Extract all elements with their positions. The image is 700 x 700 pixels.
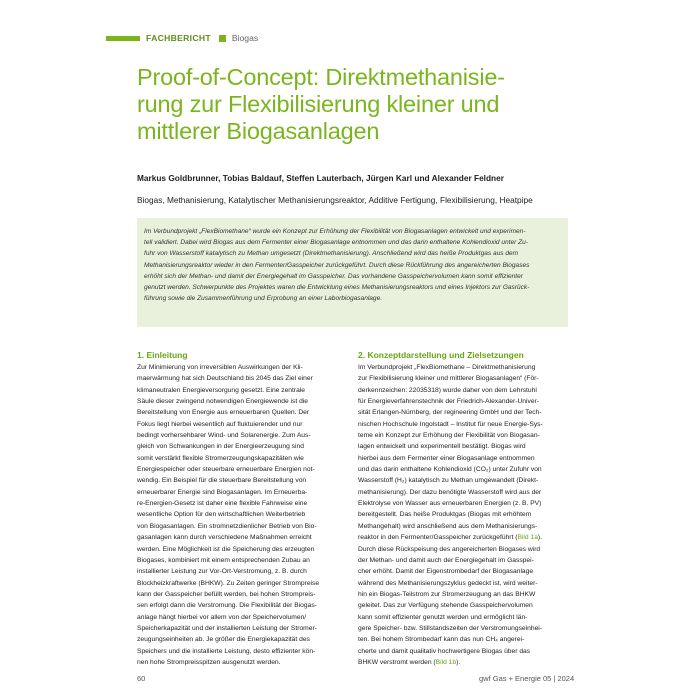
body-line (358, 623, 568, 634)
body-line: maerwärmung hat sich Deutschland bis 2045 das Ziel einer (137, 375, 313, 383)
body-line: Blockheizkraftwerke (BHKW). Zu Zeiten geringer Strompreise (137, 579, 320, 587)
body-line: wendig. Ein Beispiel für die steuerbare Bereitstellung von (137, 477, 307, 485)
body-text: kann somit effizienter genutzt werden und ermöglicht län- (358, 613, 528, 621)
title-line: rung zur Flexibilisierung kleiner und (137, 91, 500, 117)
body-line (358, 657, 568, 668)
body-text: sität Erlangen-Nürnberg, der regineering GmbH und der Tech- (358, 409, 542, 417)
body-line: installierter Leistung zur Vor-Ort-Verstromung, z. B. durch (137, 568, 307, 576)
body-text: Elektrolyse von Wasser aus erneuerbaren Energien (z. B. PV) (358, 500, 542, 508)
body-text: während des Methanisierungszyklus gedeckt ist, wird weiter- (358, 579, 538, 587)
abstract-line: fuhr von Wasserstoff katalytisch zu Methan umgesetzt (Direktmethanisierung). Anschließend wird das heiße Produktgas aus dem (144, 250, 519, 258)
body-line: Energiespeicher oder steuerbare erneuerbare Energien not- (137, 466, 315, 474)
article-title (137, 64, 577, 145)
column-right (358, 349, 568, 668)
body-line (358, 441, 568, 452)
header-accent-line (106, 36, 140, 41)
abstract-line: führung sowie die Zusammenführung und Erprobung an einer Laborbiogasanlage. (144, 295, 383, 303)
body-line (358, 464, 568, 475)
body-line (358, 521, 568, 532)
body-line: kann der Gasspeicher befüllt werden, bei hohen Strompreis- (137, 590, 316, 598)
body-text: Im Verbundprojekt „FlexBiomethane – Direktmethanisierung (358, 364, 536, 371)
body-text: hin ein Biogas-Teilstrom zur Stromerzeugung an das BHKW (358, 590, 536, 598)
body-line: zeugungseinheiten ab. Je größer die Energiekapazität des (137, 636, 310, 644)
body-text: cherte und damit qualitativ hochwertigere Biogas über das (358, 647, 531, 655)
body-line (358, 373, 568, 384)
body-line: klimaneutralen Energieversorgung gesetzt. Eine zentrale (137, 386, 306, 394)
body-text: reaktor in den Fermenter/Gasspeicher zurückgeführt ( (358, 534, 518, 542)
body-text: BHKW verstromt werden ( (358, 658, 436, 666)
body-text: geleitet. Das zur Verfügung stehende Gasspeichervolumen (358, 602, 533, 610)
body-line: Zur Minimierung von irreversiblen Auswirkungen der Kli- (137, 364, 303, 371)
body-line: werden. Eine Möglichkeit ist die Speicherung des erzeugten (137, 545, 315, 553)
abstract-line: erhöht sich der Methan- und damit der Energiegehalt im Gasspeicher. Das vorhandene Gasspeichervolumen kann somit effizienter (144, 272, 523, 280)
column-left (137, 349, 347, 668)
abstract-line: Im Verbundprojekt „FlexBiomethane“ wurde ein Konzept zur Erhöhung der Flexibilität von Biogasanlagen entwickelt und experimen- (144, 228, 526, 235)
body-line (358, 362, 568, 373)
body-line (358, 430, 568, 441)
figure-reference-link[interactable]: Bild 1b (435, 658, 457, 666)
body-text: hierbei aus dem Fermenter einer Biogasanlage entnommen (358, 454, 535, 462)
abstract-line: Methanisierungsreaktor wieder in den Fermenter/Gasspeicher zurückgeführt. Durch diese Rückführung des angereicherten Biogases (144, 261, 530, 269)
body-text: zur Flexibilisierung kleiner und mittlerer Biogasanlagen“ (För- (358, 375, 539, 383)
section-heading-concept: 2. Konzeptdarstellung und Zielsetzungen (358, 350, 524, 360)
section-heading-introduction: 1. Einleitung (137, 350, 188, 360)
body-line (358, 487, 568, 498)
body-line (358, 555, 568, 566)
body-line: bedingt vorhersehbarer Wind- und Solarenergie. Zum Aus- (137, 432, 311, 440)
body-text: und das darin enthaltene Kohlendioxid (CO₂) unter Zufuhr von (358, 466, 542, 474)
body-text: methanisierung). Der dazu benötigte Wasserstoff wird aus der (358, 488, 542, 496)
body-text: ). (456, 658, 461, 666)
header-subcategory: Biogas (231, 33, 259, 43)
body-line: Speichers und die installierte Leistung, desto effizienter kön- (137, 647, 316, 655)
body-text: der Methan- und damit auch der Energiegehalt im Gasspei- (358, 556, 534, 564)
abstract-line: genutzt werden. Schwerpunkte des Projektes waren die Entwicklung eines Methanisierungsreaktors und eines Injektors zur Gasrück- (144, 284, 530, 292)
body-text: cher erhöht. Damit der Eigenstrombedarf der Biogasanlage (358, 568, 534, 576)
body-line: re-Energien-Gesetz ist daher eine flexible Fahrweise eine (137, 500, 308, 508)
abstract-box (137, 218, 568, 327)
body-line (358, 419, 568, 430)
body-text: Durch diese Rückspeisung des angereicherten Biogases wird (358, 545, 541, 553)
section-header (106, 33, 258, 43)
body-line: Speicherkapazität und der installierten Leistung der Stromer- (137, 624, 317, 632)
section-body (137, 362, 347, 668)
body-text: Methangehalt) wird anschließend aus dem Methanisierungs- (358, 522, 538, 530)
body-line: anlage hängt hierbei vor allem von der Speichervolumen/ (137, 613, 307, 621)
body-text: gere Speicher- bzw. Stillstandszeiten der Verstromungseinhei- (358, 624, 542, 632)
body-line: erneuerbarer Energie sind Biogasanlagen. Im Erneuerba- (137, 488, 308, 496)
publication-name: gwf Gas + Energie 05 | 2024 (479, 674, 575, 683)
authors: Markus Goldbrunner, Tobias Baldauf, Steffen Lauterbach, Jürgen Karl und Alexander Feldner (137, 173, 504, 183)
body-line (358, 385, 568, 396)
section-body (358, 362, 568, 668)
body-line (358, 544, 568, 555)
header-square-icon (219, 35, 226, 42)
body-line: Fokus liegt hierbei wesentlich auf fluktuierender und nur (137, 420, 303, 428)
body-line: Bereitstellung von Energie aus erneuerbaren Quellen. Der (137, 409, 310, 417)
body-line (358, 634, 568, 645)
body-line: Säule dieser zwingend notwendigen Energiewende ist die (137, 398, 309, 406)
title-line: Proof-of-Concept: Direktmethanisie- (137, 64, 505, 90)
header-category: FACHBERICHT (146, 33, 211, 43)
body-text: ). (537, 534, 543, 542)
body-line (358, 475, 568, 486)
body-text: für Energieverfahrenstechnik der Friedrich-Alexander-Univer- (358, 398, 540, 406)
body-line (358, 612, 568, 623)
body-line: sen erfolgt dann die Verstromung. Die Flexibilität der Biogas- (137, 602, 317, 610)
body-text: ten. Bei hohem Strombedarf kann das nun CH₄ angerei- (358, 636, 525, 644)
body-line (358, 509, 568, 520)
body-line (358, 646, 568, 657)
body-line: nen hohe Strompreisspitzen ausgenutzt werden. (137, 658, 281, 666)
body-line: von Biogasanlagen. Ein stromnetzdienlicher Betrieb von Bio- (137, 522, 317, 530)
body-line (358, 453, 568, 464)
figure-reference-link[interactable]: Bild 1a (517, 534, 538, 542)
body-line (358, 566, 568, 577)
body-line (358, 396, 568, 407)
body-text: teme ein Konzept zur Erhöhung der Flexibilität von Biogasan- (358, 432, 540, 440)
page-number: 60 (137, 674, 146, 683)
body-line: gasanlagen kann durch verschiedene Maßnahmen erreicht (137, 534, 312, 542)
body-line (358, 600, 568, 611)
body-line (358, 578, 568, 589)
title-line: mittlerer Biogasanlagen (137, 118, 380, 144)
body-text: nischen Hochschule Ingolstadt – Institut für neue Energie-Sys- (358, 420, 543, 428)
body-line: wesentliche Option für den wirtschaftlichen Weiterbetrieb (137, 511, 306, 519)
body-line: somit verstärkt flexible Stromerzeugungskapazitäten wie (137, 454, 304, 462)
body-text: lagen entwickelt und experimentell bestätigt. Biogas wird (358, 443, 526, 451)
keywords: Biogas, Methanisierung, Katalytischer Methanisierungsreaktor, Additive Fertigung, Flexibilisierung, Heatpipe (137, 195, 533, 205)
body-text: derkennzeichen: 22035318) wurde daher von dem Lehrstuhl (358, 386, 537, 394)
abstract-line: tell validiert. Dabei wird Biogas aus dem Fermenter einer Biogasanlage entnommen und das darin enthaltene Kohlendioxid unter Zu- (144, 239, 528, 247)
body-line (358, 589, 568, 600)
body-line: Biogases, kombiniert mit einem entsprechenden Zubau an (137, 556, 310, 564)
body-text: Wasserstoff (H₂) katalytisch zu Methan umgewandelt (Direkt- (358, 477, 539, 485)
body-line (358, 407, 568, 418)
body-text: bereitgestellt. Das heiße Produktgas (Biogas mit erhöhtem (358, 511, 532, 519)
body-line: gleich von Schwankungen in der Energieerzeugung sind (137, 443, 304, 451)
body-line (358, 498, 568, 509)
body-line (358, 532, 568, 543)
